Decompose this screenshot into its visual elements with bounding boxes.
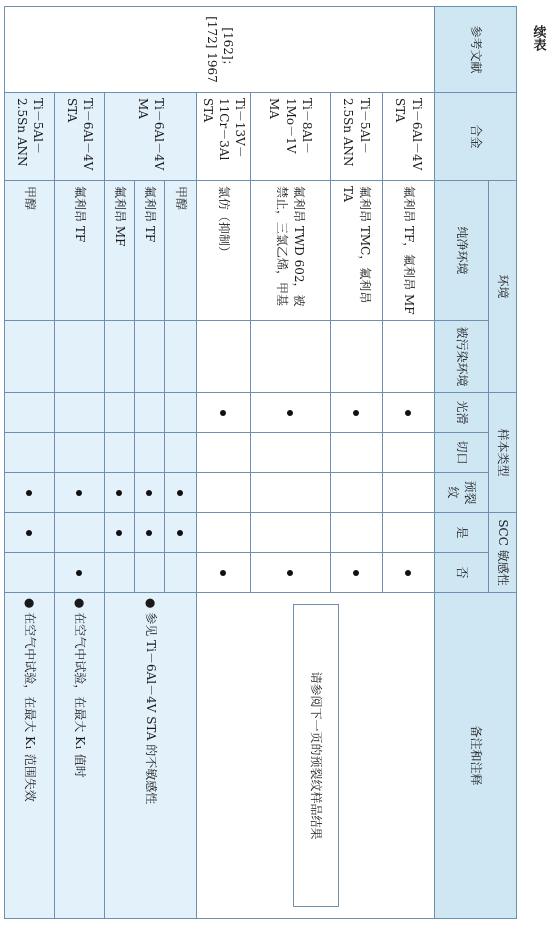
smooth-cell — [5, 393, 55, 433]
scc-yes-cell — [135, 513, 165, 553]
clean-env-cell: 氟利昂 TF，氟利昂 MF — [383, 181, 435, 321]
notes-cell: ● 在空气中试验，在最大 K₁ 值时 — [55, 593, 105, 919]
table-row — [55, 7, 105, 919]
scc-no-cell — [331, 553, 383, 593]
notch-cell — [105, 433, 135, 473]
scc-no-cell — [165, 553, 197, 593]
contam-env-cell — [55, 321, 105, 393]
smooth-cell — [383, 393, 435, 433]
dot-icon — [146, 530, 152, 536]
precrack-cell — [135, 473, 165, 513]
alloy-cell: Ti－6Al－4V MA — [105, 93, 197, 181]
smooth-cell — [251, 393, 331, 433]
notes-cell: ● 在空气中试验，在最大 K₁ 范围失效 — [5, 593, 55, 919]
scc-yes-cell — [5, 513, 55, 553]
header-sample-type: 样本类型 — [489, 393, 517, 513]
contam-env-cell — [251, 321, 331, 393]
precrack-cell — [383, 473, 435, 513]
header-env-clean: 纯净环境 — [435, 181, 489, 321]
header-yes: 是 — [435, 513, 489, 553]
dot-icon — [405, 410, 411, 416]
notch-cell — [55, 433, 105, 473]
header-scc: SCC 敏感性 — [489, 513, 517, 593]
scc-yes-cell — [55, 513, 105, 553]
clean-env-cell: 甲醇 — [5, 181, 55, 321]
notch-cell — [197, 433, 251, 473]
dot-icon — [405, 570, 411, 576]
precrack-cell — [5, 473, 55, 513]
clean-env-cell: 氟利昂 TF — [135, 181, 165, 321]
notch-cell — [331, 433, 383, 473]
table-row — [165, 7, 197, 919]
header-precrack: 预裂纹 — [435, 473, 489, 513]
header-no: 否 — [435, 553, 489, 593]
notes-cell — [197, 593, 435, 919]
scc-yes-cell — [331, 513, 383, 553]
notes-cell: ● 参见 Ti－6Al－4V STA 的不敏感性 — [105, 593, 197, 919]
smooth-cell — [135, 393, 165, 433]
smooth-cell — [105, 393, 135, 433]
scc-yes-cell — [105, 513, 135, 553]
smooth-cell — [197, 393, 251, 433]
dot-icon — [220, 570, 226, 576]
contam-env-cell — [5, 321, 55, 393]
continued-label: 续表 — [530, 25, 546, 51]
header-env: 环境 — [489, 181, 517, 393]
clean-env-cell: 氟利昂 TF — [55, 181, 105, 321]
reference-cell: [162]；[172] 1967 — [5, 7, 435, 93]
contam-env-cell — [197, 321, 251, 393]
scc-yes-cell — [165, 513, 197, 553]
precrack-cell — [197, 473, 251, 513]
precrack-cell — [331, 473, 383, 513]
dot-icon — [177, 490, 183, 496]
clean-env-cell: 氟利昂 TWD 602，被禁止，三氯乙烯，甲基 — [251, 181, 331, 321]
scc-no-cell — [5, 553, 55, 593]
dot-icon — [177, 530, 183, 536]
scc-yes-cell — [383, 513, 435, 553]
contam-env-cell — [331, 321, 383, 393]
contam-env-cell — [135, 321, 165, 393]
notch-cell — [383, 433, 435, 473]
dot-icon — [353, 410, 359, 416]
smooth-cell — [55, 393, 105, 433]
scc-no-cell — [251, 553, 331, 593]
header-notch: 切口 — [435, 433, 489, 473]
scc-no-cell — [135, 553, 165, 593]
smooth-cell — [165, 393, 197, 433]
dot-icon — [26, 530, 32, 536]
dot-icon — [287, 410, 293, 416]
scc-no-cell — [383, 553, 435, 593]
precrack-cell — [55, 473, 105, 513]
header-smooth: 光滑 — [435, 393, 489, 433]
clean-env-cell: 甲醇 — [165, 181, 197, 321]
header-alloy: 合金 — [435, 93, 517, 181]
smooth-cell — [331, 393, 383, 433]
precrack-cell — [165, 473, 197, 513]
table-row — [5, 7, 55, 919]
alloy-cell: Ti－6Al－4V STA — [383, 93, 435, 181]
scc-no-cell — [55, 553, 105, 593]
dot-icon — [146, 490, 152, 496]
alloy-cell: Ti－5Al－2.5Sn ANN — [5, 93, 55, 181]
dot-icon — [76, 570, 82, 576]
alloy-cell: Ti－5Al－2.5Sn ANN — [331, 93, 383, 181]
dot-icon — [287, 570, 293, 576]
dot-icon — [220, 410, 226, 416]
notch-cell — [251, 433, 331, 473]
scc-yes-cell — [197, 513, 251, 553]
contam-env-cell — [165, 321, 197, 393]
dot-icon — [116, 490, 122, 496]
see-next-page-box: 请参阅下一页的预裂纹样品结果 — [293, 604, 339, 907]
clean-env-cell: 氯仿（抑制） — [197, 181, 251, 321]
scc-yes-cell — [251, 513, 331, 553]
scc-no-cell — [105, 553, 135, 593]
clean-env-cell: 氟利昂 TMC，氟利昂 TA — [331, 181, 383, 321]
dot-icon — [26, 490, 32, 496]
table-row — [383, 7, 435, 919]
contam-env-cell — [383, 321, 435, 393]
dot-icon — [353, 570, 359, 576]
clean-env-cell: 氟利昂 MF — [105, 181, 135, 321]
header-notes: 备注和注释 — [435, 593, 517, 919]
notch-cell — [135, 433, 165, 473]
header-env-contam: 被污染环境 — [435, 321, 489, 393]
precrack-cell — [105, 473, 135, 513]
notch-cell — [165, 433, 197, 473]
dot-icon — [76, 490, 82, 496]
scc-data-table — [4, 6, 517, 919]
rotated-table-stage — [14, 6, 517, 919]
header-ref: 参考文献 — [435, 7, 517, 93]
notch-cell — [5, 433, 55, 473]
precrack-cell — [251, 473, 331, 513]
alloy-cell: Ti－8Al－1Mo－1V MA — [251, 93, 331, 181]
alloy-cell: Ti－13V－11Cr－3Al STA — [197, 93, 251, 181]
alloy-cell: Ti－6Al－4V STA — [55, 93, 105, 181]
scc-no-cell — [197, 553, 251, 593]
contam-env-cell — [105, 321, 135, 393]
dot-icon — [116, 530, 122, 536]
